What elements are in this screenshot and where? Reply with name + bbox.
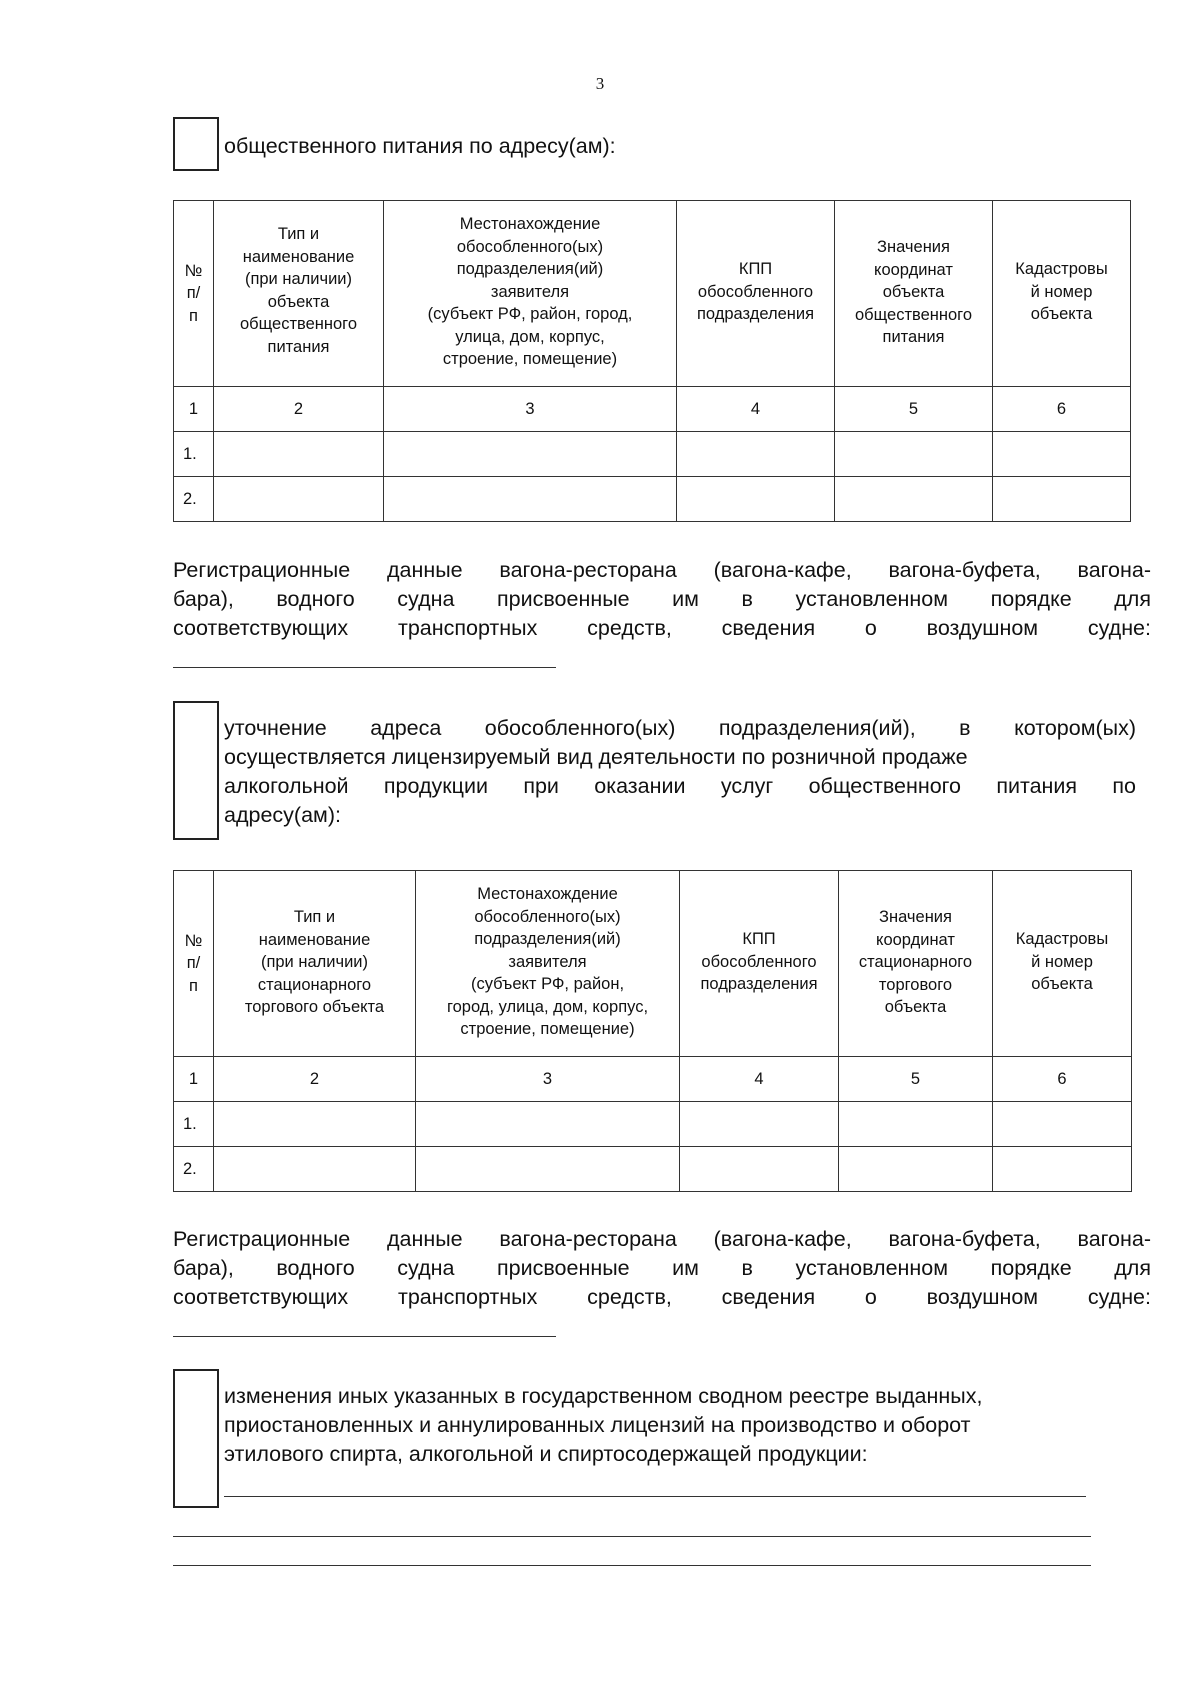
column-number-4: 4 bbox=[680, 1057, 839, 1102]
table-cell[interactable] bbox=[214, 477, 384, 522]
table-cell[interactable] bbox=[993, 477, 1131, 522]
header-coordinates-text: Значения координат стационарного торгового объекта bbox=[858, 908, 973, 1016]
table-cell[interactable] bbox=[677, 477, 835, 522]
header-number bbox=[174, 201, 214, 387]
other-changes-input-line-1[interactable] bbox=[224, 1496, 1086, 1497]
column-number-3: 3 bbox=[384, 387, 677, 432]
registration-input-line-2[interactable] bbox=[173, 1336, 556, 1337]
row-index: 1. bbox=[174, 1102, 214, 1147]
table-cell[interactable] bbox=[677, 432, 835, 477]
label-line: осуществляется лицензируемый вид деятельности по розничной продаже bbox=[224, 745, 968, 769]
table-cell[interactable] bbox=[680, 1147, 839, 1192]
header-location bbox=[384, 201, 677, 387]
label-line: адресу(ам): bbox=[224, 803, 341, 827]
header-number-text: № п/ п bbox=[184, 931, 203, 995]
label-line: алкогольной продукции при оказании услуг общественного питания по bbox=[224, 774, 1136, 798]
column-number-6: 6 bbox=[993, 1057, 1132, 1102]
label-line: этилового спирта, алкогольной и спиртосодержащей продукции: bbox=[224, 1442, 868, 1466]
row-index: 1. bbox=[174, 432, 214, 477]
header-number-text: № п/ п bbox=[184, 261, 203, 325]
header-location-text: Местонахождение обособленного(ых) подразделения(ий) заявителя (субъект РФ, район, город, улица, дом, корпус, строение, помещение) bbox=[427, 215, 633, 368]
table-cell[interactable] bbox=[416, 1102, 680, 1147]
header-coordinates bbox=[835, 201, 993, 387]
table-cell[interactable] bbox=[214, 432, 384, 477]
page-number: 3 bbox=[595, 74, 605, 93]
registration-line: бара), водного судна присвоенные им в установленном порядке для bbox=[173, 1256, 1151, 1280]
label-line: приостановленных и аннулированных лицензий на производство и оборот bbox=[224, 1413, 971, 1437]
registration-input-line-1[interactable] bbox=[173, 667, 556, 668]
table-cell[interactable] bbox=[384, 477, 677, 522]
registration-paragraph-2 bbox=[173, 1225, 1151, 1312]
registration-line: Регистрационные данные вагона-ресторана (вагона-кафе, вагона-буфета, вагона- bbox=[173, 558, 1151, 582]
checkbox-label-catering-address: общественного питания по адресу(ам): bbox=[224, 134, 616, 158]
row-index: 2. bbox=[174, 477, 214, 522]
table-cell[interactable] bbox=[384, 432, 677, 477]
header-type-name-text: Тип и наименование (при наличии) объекта общественного питания bbox=[240, 225, 357, 356]
registration-line: Регистрационные данные вагона-ресторана (вагона-кафе, вагона-буфета, вагона- bbox=[173, 1227, 1151, 1251]
table-row bbox=[174, 432, 1131, 477]
column-number-1: 1 bbox=[174, 1057, 214, 1102]
table-cell[interactable] bbox=[839, 1102, 993, 1147]
table-cell[interactable] bbox=[993, 1102, 1132, 1147]
stationary-objects-table bbox=[173, 870, 1132, 1192]
table-cell[interactable] bbox=[993, 432, 1131, 477]
header-kpp-text: КПП обособленного подразделения bbox=[696, 260, 815, 323]
header-cadastral-text: Кадастровы й номер объекта bbox=[1015, 930, 1109, 993]
registration-line: соответствующих транспортных средств, сведения о воздушном судне: bbox=[173, 1285, 1151, 1309]
label-line: изменения иных указанных в государственном сводном реестре выданных, bbox=[224, 1384, 983, 1408]
header-kpp-text: КПП обособленного подразделения bbox=[700, 930, 818, 993]
header-type-name-text: Тип и наименование (при наличии) стационарного торгового объекта bbox=[244, 908, 385, 1016]
column-number-2: 2 bbox=[214, 1057, 416, 1102]
column-number-2: 2 bbox=[214, 387, 384, 432]
checkbox-address-clarification[interactable] bbox=[173, 701, 219, 840]
header-kpp bbox=[677, 201, 835, 387]
table-row bbox=[174, 1147, 1132, 1192]
column-number-1: 1 bbox=[174, 387, 214, 432]
header-cadastral-text: Кадастровы й номер объекта bbox=[1015, 260, 1108, 323]
registration-line: бара), водного судна присвоенные им в установленном порядке для bbox=[173, 587, 1151, 611]
table-cell[interactable] bbox=[214, 1102, 416, 1147]
table-cell[interactable] bbox=[835, 477, 993, 522]
column-number-5: 5 bbox=[835, 387, 993, 432]
registration-line: соответствующих транспортных средств, сведения о воздушном судне: bbox=[173, 616, 1151, 640]
header-type-name bbox=[214, 871, 416, 1057]
table-row bbox=[174, 477, 1131, 522]
column-number-4: 4 bbox=[677, 387, 835, 432]
table-cell[interactable] bbox=[993, 1147, 1132, 1192]
table-cell[interactable] bbox=[416, 1147, 680, 1192]
header-number bbox=[174, 871, 214, 1057]
header-coordinates-text: Значения координат объекта общественного питания bbox=[855, 238, 972, 346]
header-cadastral bbox=[993, 201, 1131, 387]
header-location bbox=[416, 871, 680, 1057]
column-number-5: 5 bbox=[839, 1057, 993, 1102]
table-row bbox=[174, 1102, 1132, 1147]
table-cell[interactable] bbox=[214, 1147, 416, 1192]
header-type-name bbox=[214, 201, 384, 387]
column-number-3: 3 bbox=[416, 1057, 680, 1102]
table-cell[interactable] bbox=[835, 432, 993, 477]
table-cell[interactable] bbox=[680, 1102, 839, 1147]
checkbox-other-changes[interactable] bbox=[173, 1369, 219, 1508]
header-cadastral bbox=[993, 871, 1132, 1057]
header-kpp bbox=[680, 871, 839, 1057]
catering-objects-table bbox=[173, 200, 1131, 522]
checkbox-catering-address[interactable] bbox=[173, 117, 219, 171]
table-cell[interactable] bbox=[839, 1147, 993, 1192]
other-changes-input-line-3[interactable] bbox=[173, 1565, 1091, 1566]
row-index: 2. bbox=[174, 1147, 214, 1192]
other-changes-input-line-2[interactable] bbox=[173, 1536, 1091, 1537]
header-location-text: Местонахождение обособленного(ых) подразделения(ий) заявителя (субъект РФ, район, город, улица, дом, корпус, строение, помещение) bbox=[446, 885, 649, 1038]
label-line: уточнение адреса обособленного(ых) подразделения(ий), в котором(ых) bbox=[224, 716, 1136, 740]
registration-paragraph-1 bbox=[173, 556, 1151, 643]
checkbox-label-address-clarification bbox=[224, 714, 1136, 830]
header-coordinates bbox=[839, 871, 993, 1057]
column-number-6: 6 bbox=[993, 387, 1131, 432]
checkbox-label-other-changes bbox=[224, 1382, 1144, 1469]
